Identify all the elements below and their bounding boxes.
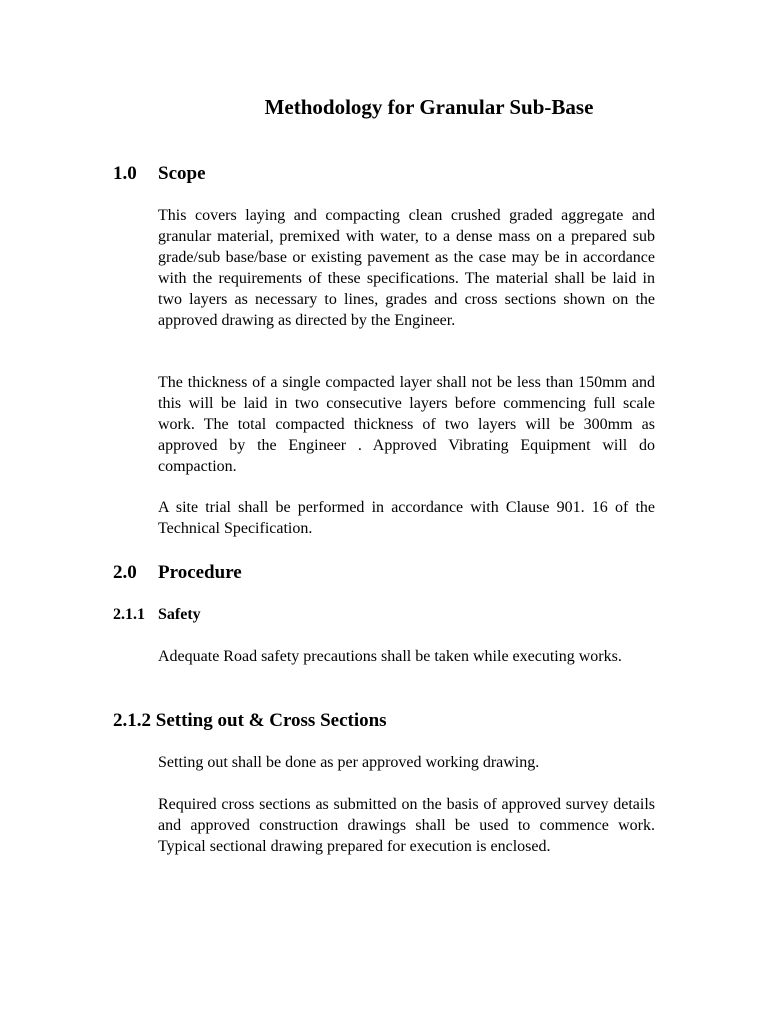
- section-number-scope: 1.0: [113, 163, 137, 184]
- setting-out-paragraph-1: Setting out shall be done as per approved working drawing.: [158, 754, 540, 771]
- setting-out-paragraph-2: Required cross sections as submitted on the basis of approved survey details and approved construction drawings shall be used to commence work. Typical sectional drawing prepared for execution is enclosed.: [158, 796, 655, 855]
- section-heading-safety: Safety: [158, 606, 201, 623]
- scope-paragraph-3: A site trial shall be performed in accordance with Clause 901. 16 of the Technical Specification.: [158, 499, 655, 537]
- safety-paragraph-1: Adequate Road safety precautions shall be taken while executing works.: [158, 648, 622, 665]
- section-heading-procedure: Procedure: [158, 562, 242, 583]
- section-number-procedure: 2.0: [113, 562, 137, 583]
- scope-paragraph-1: This covers laying and compacting clean crushed graded aggregate and granular material, premixed with water, to a dense mass on a prepared sub grade/sub base/base or existing pavement as the case may be in accordance with the requirements of these specifications. The material shall be laid in two layers as necessary to lines, grades and cross sections shown on the approved drawing as directed by the Engineer.: [158, 207, 655, 329]
- scope-paragraph-2: The thickness of a single compacted layer shall not be less than 150mm and this will be laid in two consecutive layers before commencing full scale work. The total compacted thickness of two layers will be 300mm as approved by the Engineer . Approved Vibrating Equipment will do compaction.: [158, 374, 655, 475]
- section-heading-scope: Scope: [158, 163, 206, 184]
- document-title: Methodology for Granular Sub-Base: [264, 95, 594, 119]
- section-number-safety: 2.1.1: [113, 606, 145, 623]
- section-heading-setting-out: 2.1.2 Setting out & Cross Sections: [113, 710, 387, 731]
